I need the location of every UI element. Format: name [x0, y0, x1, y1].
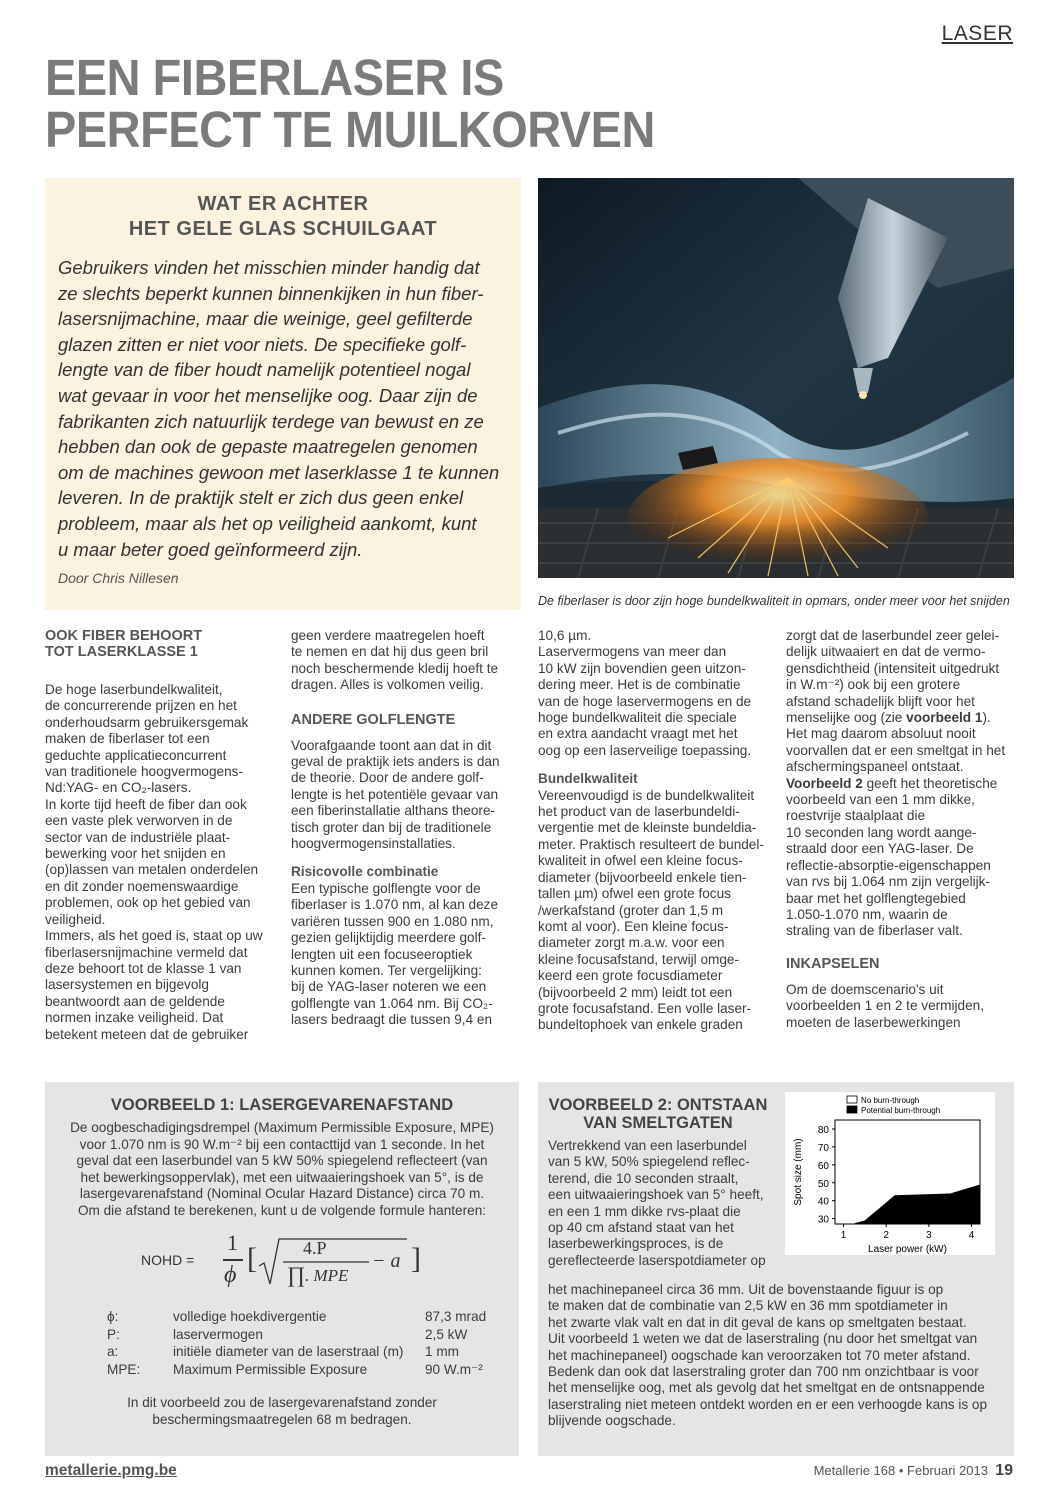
- text-line: betekent meteen dat de gebruiker: [45, 1026, 249, 1042]
- text-line: reflectie-absorptie-eigenschappen: [786, 857, 991, 873]
- text-line: beantwoordt aan de geldende: [45, 993, 225, 1009]
- example-1-footer: [61, 1394, 503, 1428]
- text-line: noch beschermende kledij hoeft te: [291, 660, 499, 676]
- intro-line: probleem, maar als het op veiligheid aankomt, kunt: [58, 512, 477, 534]
- text-line: (bijvoorbeeld 2 mm) leidt tot een: [538, 984, 733, 1000]
- text-line: oog op een laserveilige toepassing.: [538, 742, 752, 758]
- legend-description: initiële diameter van de laserstraal (m): [173, 1344, 404, 1359]
- text-line: golflengte van 1.064 nm. Bij CO₂-: [291, 995, 493, 1011]
- text-line: (op)lassen van metalen onderdelen: [45, 862, 259, 878]
- text-line: van rvs bij 1.064 nm zijn vergelijk-: [786, 874, 990, 890]
- x-tick-label: 3: [926, 1230, 932, 1241]
- intro-line: fabrikanten zich natuurlijk terdege van bewust en ze: [58, 410, 484, 432]
- text-line: problemen, ook op het gebied van: [45, 895, 251, 911]
- text-line: 1.050-1.070 nm, waarin de: [786, 906, 948, 922]
- intro-box: [45, 178, 521, 610]
- x-axis-label: Laser power (kW): [868, 1244, 947, 1255]
- legend-value: 87,3 mrad: [425, 1309, 487, 1324]
- col3-subheading: Bundelkwaliteit: [538, 771, 638, 787]
- formula-phi: ϕ: [224, 1262, 237, 1288]
- col1-heading: OOK FIBER BEHOORT TOT LASERKLASSE 1: [45, 628, 203, 660]
- text-line: maken de fiberlaser tot een: [45, 731, 210, 747]
- x-tick-label: 1: [840, 1230, 847, 1241]
- text-line: lengten uit een focuseeroptiek: [291, 946, 473, 962]
- footer-issue: [814, 1462, 1013, 1480]
- text-line: /werkafstand (groter dan 1,5 m: [538, 902, 724, 918]
- text-line: baar met het golflengtegebied: [786, 890, 966, 906]
- close-bracket: ]: [411, 1242, 421, 1275]
- column-3: [538, 628, 763, 1034]
- x-tick-label: 4: [968, 1230, 975, 1241]
- text-line: Nd:YAG- en CO₂-lasers.: [45, 780, 192, 796]
- text-line: voor 1.070 nm is 90 W.m⁻² bij een contacttijd van 1 seconde. In het: [79, 1136, 485, 1152]
- col2-text-b: [291, 738, 516, 853]
- text-line: komt al voor). Een kleine focus-: [538, 918, 729, 934]
- text-line: zorgt dat de laserbundel zeer gelei-: [786, 628, 1000, 643]
- text-line: de concurrerende prijzen en het: [45, 698, 237, 714]
- text-line: straling van de fiberlaser valt.: [786, 923, 963, 939]
- example-2-text-a: [548, 1138, 778, 1269]
- text-line: de theorie. Door de andere golf-: [291, 770, 484, 786]
- text-line: tisch groter dan bij de traditionele: [291, 819, 492, 835]
- text-line: en een 1 mm dikke rvs-plaat die: [548, 1203, 741, 1219]
- text-line: geval de praktijk iets anders is dan: [291, 754, 500, 770]
- text-line: In dit voorbeeld zou de lasergevarenafstand zonder: [127, 1395, 437, 1410]
- legend-symbol: a:: [107, 1344, 119, 1359]
- example-1-box: [45, 1082, 519, 1456]
- text-line: vergentie met de kleinste bundeldia-: [538, 820, 757, 836]
- formula-pi: ∏: [287, 1262, 306, 1287]
- legend-symbol: ϕ:: [107, 1309, 119, 1324]
- text-line: normen inzake veiligheid. Dat: [45, 1010, 224, 1026]
- text-line: sector van de industriële plaat-: [45, 829, 231, 845]
- legend-row: [107, 1343, 507, 1360]
- col2-subheading: Risicovolle combinatie: [291, 864, 439, 880]
- legend-value: 2,5 kW: [425, 1326, 468, 1342]
- burn-through-chart: [785, 1092, 995, 1255]
- intro-heading-line: WAT ER ACHTER: [197, 193, 369, 215]
- formula-numerator: 4.P: [303, 1238, 327, 1258]
- col2-text-c: [291, 881, 516, 1029]
- col4-ref1-line: menselijke oog (zie voorbeeld 1).: [786, 710, 991, 726]
- text-line: Immers, als het goed is, staat op uw: [45, 928, 263, 944]
- text-line: van traditionele hoogvermogens-: [45, 764, 243, 780]
- text-line: lasers bedraagt die tussen 9,4 en: [291, 1012, 493, 1028]
- y-tick-label: 80: [817, 1124, 829, 1136]
- text-line: in W.m⁻²) ook bij een grotere: [786, 677, 961, 693]
- legend-row: [107, 1361, 507, 1378]
- chart-svg: [785, 1092, 995, 1255]
- y-tick-label: 40: [817, 1196, 829, 1208]
- text-line: het bewerkingsoppervlak), met een uitwaaieringshoek van 5°, is de: [80, 1169, 484, 1185]
- intro-line: ze slechts beperkt kunnen binnenkijken in hun fiber-: [58, 282, 484, 304]
- example-1-title: VOORBEELD 1: LASERGEVARENAFSTAND: [110, 1096, 454, 1114]
- legend-description: volledige hoekdivergentie: [173, 1309, 327, 1324]
- text-line: geduchte applicatieconcurrent: [45, 747, 227, 763]
- page-number: 19: [995, 1462, 1013, 1479]
- column-4: [786, 628, 1014, 1031]
- text-line: Vertrekkend van een laserbundel: [548, 1138, 747, 1153]
- text-line: Voorafgaande toont aan dat in dit: [291, 737, 492, 753]
- col4-text-d: [786, 982, 1014, 1031]
- headline-line-1: EEN FIBERLASER IS: [45, 49, 504, 106]
- col2-text-a: [291, 628, 516, 694]
- text-line: straald door een YAG-laser. De: [786, 841, 974, 857]
- text-line: Uit voorbeeld 1 weten we dat de laserstraling (nu door het smeltgat van: [548, 1331, 978, 1347]
- open-bracket: [: [247, 1242, 257, 1275]
- text-line: kwaliteit in ofwel een kleine focus-: [538, 853, 743, 869]
- col4-ref2-line: Voorbeeld 2 geeft het theoretische: [786, 775, 998, 791]
- col4-text-b: [786, 726, 1014, 775]
- text-line: grote focusafstand. Een volle laser-: [538, 1000, 752, 1016]
- text-line: Om de doemscenario's uit: [786, 981, 944, 997]
- intro-heading-line: HET GELE GLAS SCHUILGAAT: [128, 218, 438, 240]
- y-axis-label: Spot size (mm): [793, 1138, 804, 1206]
- photo-illustration: [538, 178, 1014, 578]
- formula-lhs: NOHD =: [141, 1252, 195, 1268]
- col3-text-b: [538, 788, 763, 1034]
- text-line: beschermingsmaatregelen 68 m bedragen.: [152, 1412, 412, 1427]
- col4-text-a: [786, 628, 1014, 710]
- text-line: In korte tijd heeft de fiber dan ook: [45, 796, 247, 812]
- y-tick-label: 50: [817, 1178, 829, 1190]
- text-line: lasergevarenafstand (Nominal Ocular Hazard Distance) circa 70 m.: [79, 1186, 485, 1202]
- text-line: 10 kW zijn bovendien geen uitzon-: [538, 660, 746, 676]
- text-line: het menselijke oog, met als gevolg dat het smeltgat en de ontsnappende: [548, 1380, 985, 1396]
- col4-heading: INKAPSELEN: [786, 955, 880, 972]
- col1-text: [45, 682, 270, 1043]
- intro-line: leveren. In de praktijk stelt er zich dus geen enkel: [58, 487, 464, 509]
- text-line: Het mag daarom absoluut nooit: [786, 726, 976, 742]
- text-line: meter. Praktisch resulteert de bundel-: [538, 836, 764, 852]
- formula-one: 1: [227, 1230, 238, 1255]
- text-line: en dit zonder noemenswaardige: [45, 878, 239, 894]
- column-2: [291, 628, 516, 1029]
- text-line: kunnen komen. Ter vergelijking:: [291, 962, 482, 978]
- text-line: een uitwaaieringshoek van 5° heeft,: [548, 1187, 764, 1203]
- legend-row: [107, 1308, 507, 1325]
- example-1-text: [61, 1120, 503, 1220]
- text-line: gensdichtheid (intensiteit uitgedrukt: [786, 660, 1000, 676]
- text-line: blijvende oogschade.: [548, 1413, 676, 1429]
- text-line: gereflecteerde laserspotdiameter op: [548, 1252, 766, 1268]
- headline-line-2: PERFECT TE MUILKORVEN: [45, 101, 655, 158]
- legend-symbol: MPE:: [107, 1361, 141, 1377]
- intro-line: u maar beter goed geïnformeerd zijn.: [58, 538, 363, 560]
- text-line: geen verdere maatregelen hoeft: [291, 628, 485, 643]
- footer-issue-text: Metallerie 168 • Februari 2013: [813, 1463, 988, 1478]
- text-line: dragen. Alles is volkomen veilig.: [291, 677, 484, 693]
- text-line: roestvrije staalplaat die: [786, 808, 926, 824]
- legend-symbol: P:: [107, 1326, 120, 1342]
- text-line: gezien gelijktijdig meerdere golf-: [291, 930, 486, 946]
- text-line: laserbewerkingsproces, is de: [548, 1236, 724, 1252]
- legend-swatch-no-burn: [847, 1096, 857, 1103]
- legend-label-no-burn: No burn-through: [861, 1096, 920, 1105]
- burn-through-area: [835, 1185, 980, 1224]
- legend-description: laservermogen: [173, 1326, 263, 1342]
- text-line: voorbeeld van een 1 mm dikke,: [786, 792, 975, 808]
- text-line: laserstraling niet meteen ontdekt worden en er een verhoogde kans is op: [548, 1396, 988, 1412]
- text-line: Om die afstand te berekenen, kunt u de volgende formule hanteren:: [77, 1202, 487, 1218]
- y-tick-label: 70: [817, 1142, 829, 1154]
- text-line: afschermingspaneel ontstaat.: [786, 759, 964, 775]
- text-line: Bedenk dan ook dat laserstraling groter dan 700 nm onzichtbaar is voor: [548, 1364, 979, 1380]
- text-line: voorbeelden 1 en 2 te vermijden,: [786, 998, 984, 1014]
- formula-minus-a: − a: [372, 1250, 401, 1272]
- text-line: op 40 cm afstand staat van het: [548, 1220, 734, 1236]
- text-line: keerd een grote focusdiameter: [538, 968, 723, 984]
- text-line: geval dat een laserbundel van 5 kW 50% spiegelend reflecteert (van: [76, 1153, 488, 1169]
- text-line: variëren tussen 900 en 1.080 nm,: [291, 913, 494, 929]
- text-line: het machinepaneel) oogschade kan veroorzaken tot 70 meter afstand.: [548, 1347, 971, 1363]
- text-line: 10 seconden lang wordt aange-: [786, 824, 977, 840]
- text-line: hoge bundelkwaliteit die speciale: [538, 710, 737, 726]
- intro-line: hebben dan ook de gepaste maatregelen genomen: [58, 436, 478, 458]
- col3-text-a: [538, 628, 763, 759]
- col4-text-c: [786, 792, 1014, 940]
- example-2-text-b: [548, 1282, 998, 1430]
- text-line: De hoge laserbundelkwaliteit,: [45, 682, 223, 697]
- fraction-bar: [223, 1259, 243, 1261]
- text-line: fiberlasersnijmachine vermeld dat: [45, 944, 248, 960]
- photo-caption: De fiberlaser is door zijn hoge bundelkwaliteit in opmars, onder meer voor het snijden: [538, 594, 1010, 608]
- text-line: onderhoudsarm gebruikersgemak: [45, 714, 249, 730]
- legend-value: 1 mm: [425, 1344, 459, 1359]
- section-tag: LASER: [941, 22, 1013, 45]
- text-line: een vaste plek verworven in de: [45, 813, 233, 829]
- text-line: bundeltophoek van enkele graden: [538, 1017, 743, 1033]
- formula-mpe: . MPE: [305, 1266, 349, 1285]
- text-line: het machinepaneel circa 36 mm. Uit de bovenstaande figuur is op: [548, 1282, 944, 1297]
- text-line: en extra aandacht vraagt met het: [538, 726, 738, 742]
- intro-line: lengte van de fiber houdt namelijk potentieel nogal: [58, 359, 471, 381]
- laser-cutting-photo: [538, 178, 1014, 578]
- text-line: veiligheid.: [45, 911, 106, 927]
- text-line: het product van de laserbundeldi-: [538, 804, 740, 820]
- text-line: te nemen en dat hij dus geen bril: [291, 644, 489, 660]
- intro-line: om de machines gewoon met laserklasse 1 te kunnen: [58, 461, 500, 483]
- text-line: moeten de laserbewerkingen: [786, 1014, 961, 1030]
- text-line: 10,6 µm.: [538, 628, 592, 643]
- text-line: afstand schadelijk blijft voor het: [786, 693, 975, 709]
- intro-line: glazen zitten er niet voor niets. De specifieke golf-: [58, 333, 467, 355]
- example-2-title: VOORBEELD 2: ONTSTAAN VAN SMELTGATEN: [548, 1096, 768, 1132]
- text-line: te maken dat de combinatie van 2,5 kW en 36 mm spotdiameter in: [548, 1298, 948, 1314]
- text-line: kleine focusafstand, terwijl omge-: [538, 951, 739, 967]
- intro-text: [58, 255, 518, 562]
- nohd-formula: [141, 1228, 441, 1298]
- legend-description: Maximum Permissible Exposure: [173, 1361, 368, 1377]
- text-line: voorvallen dat er een smeltgat in het: [786, 742, 1006, 758]
- col2-heading: ANDERE GOLFLENGTE: [291, 711, 456, 728]
- example-2-box: [538, 1082, 1014, 1456]
- text-line: lasersystemen en bijgevolg: [45, 977, 209, 993]
- headline: [45, 49, 689, 158]
- text-line: diameter zorgt m.a.w. voor een: [538, 935, 725, 951]
- text-line: bij de YAG-laser noteren we een: [291, 979, 487, 995]
- intro-line: Gebruikers vinden het misschien minder handig dat: [58, 257, 480, 278]
- y-tick-label: 60: [817, 1160, 829, 1172]
- text-line: een fiberinstallatie althans theore-: [291, 803, 496, 819]
- legend-label-burn: Potential burn-through: [861, 1106, 941, 1115]
- text-line: terend, die 10 seconden straalt,: [548, 1170, 739, 1186]
- text-line: Laservermogens van meer dan: [538, 644, 727, 660]
- text-line: het zwarte vlak valt en dat in dit geval de kans op smeltgaten bestaat.: [548, 1314, 967, 1330]
- text-line: delijk uitwaaiert en dat de vermo-: [786, 644, 986, 660]
- text-line: hoogvermogensinstallaties.: [291, 836, 456, 852]
- text-line: Een typische golflengte voor de: [291, 880, 481, 896]
- footer-website[interactable]: metallerie.pmg.be: [45, 1462, 177, 1479]
- byline: Door Chris Nillesen: [58, 570, 179, 586]
- text-line: van 5 kW, 50% spiegelend reflec-: [548, 1154, 750, 1170]
- text-line: diameter (bijvoorbeeld enkele tien-: [538, 869, 747, 885]
- text-line: fiberlaser is 1.070 nm, al kan deze: [291, 897, 499, 913]
- legend-swatch-burn: [847, 1106, 857, 1113]
- legend-row: [107, 1326, 507, 1343]
- text-line: dering meer. Het is de combinatie: [538, 677, 741, 693]
- text-line: deze behoort tot de klasse 1 van: [45, 960, 242, 976]
- column-1: [45, 628, 270, 1043]
- text-line: van de hoge laservermogens en de: [538, 693, 752, 709]
- x-tick-label: 2: [883, 1230, 889, 1241]
- y-tick-label: 30: [817, 1214, 829, 1226]
- text-line: tallen µm) ofwel een grote focus: [538, 886, 731, 902]
- text-line: lengte is het potentiële gevaar van: [291, 786, 499, 802]
- text-line: bewerking voor het snijden en: [45, 846, 226, 862]
- intro-line: lasersnijmachine, maar die weinige, geel gefilterde: [58, 308, 473, 330]
- text-line: Vereenvoudigd is de bundelkwaliteit: [538, 787, 755, 803]
- legend-value: 90 W.m⁻²: [425, 1361, 483, 1377]
- intro-line: wat gevaar in voor het menselijke oog. Daar zijn de: [58, 384, 478, 406]
- text-line: De oogbeschadigingsdrempel (Maximum Permissible Exposure, MPE): [70, 1120, 494, 1135]
- intro-heading: [45, 192, 521, 242]
